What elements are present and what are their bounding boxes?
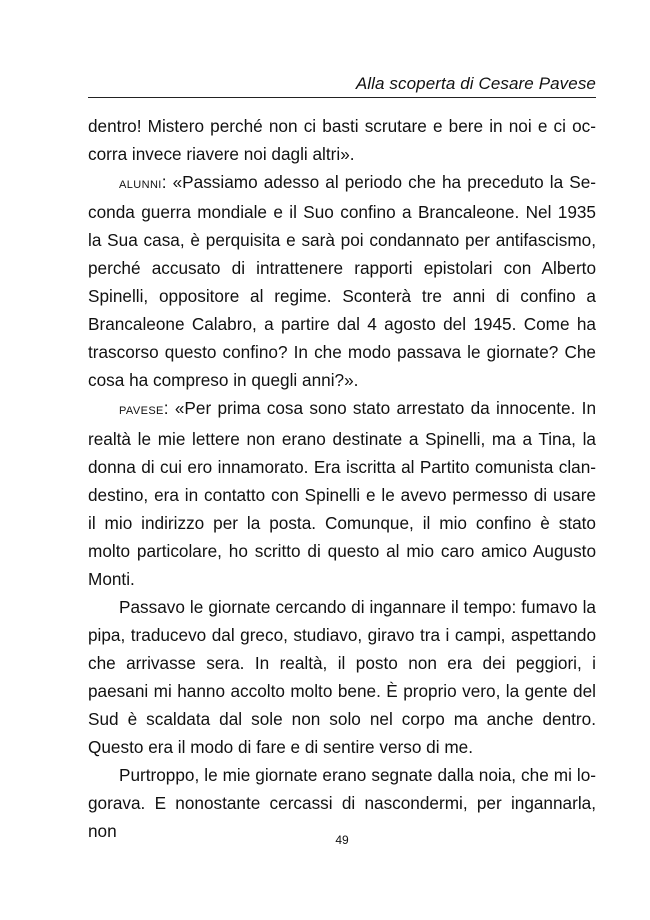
paragraph-text: dentro! Mistero perché non ci basti scrutare e bere in noi e ci occorra invece riavere noi dagli altri».: [88, 116, 596, 165]
paragraph-text: Purtroppo, le mie giornate erano segnate dalla noia, che mi logorava. E nonostante cercassi di nascondermi, per ingannarla, non: [88, 765, 596, 842]
paragraph-continuation: [88, 112, 596, 168]
paragraph-pavese: [88, 394, 596, 592]
paragraph-alunni: [88, 168, 596, 394]
paragraph-text: : «Per prima cosa sono stato arrestato da innocente. In realtà le mie lettere non erano destinate a Spinelli, ma a Tina, la donna di cui ero innamorato. Era iscritta al Partito comunista clandestino, era in contatto con Spinelli e le avevo permesso di usare il mio indirizzo per la posta. Comunque, il mio confino è stato molto particolare, ho scritto di questo al mio caro amico Augusto Monti.: [88, 398, 596, 589]
speaker-label: alunni: [119, 175, 162, 193]
paragraph-text: : «Passiamo adesso al periodo che ha preceduto la Seconda guerra mondiale e il Suo confino a Brancaleone. Nel 1935 la Sua casa, è perquisita e sarà poi condannato per antifascismo, perché accusato di intrattenere rapporti epistolari con Alberto Spinelli, oppositore al regime. Sconterà tre anni di confino a Brancaleone Calabro, a partire dal 4 agosto del 1945. Come ha trascorso questo confino? In che modo passava le giornate? Che cosa ha compreso in quegli anni?».: [88, 172, 596, 391]
header-rule: [88, 97, 596, 98]
book-page: [88, 0, 596, 920]
speaker-label: pavese: [119, 401, 164, 419]
paragraph-text: Passavo le giornate cercando di ingannare il tempo: fumavo la pipa, traducevo dal greco, studiavo, giravo tra i campi, aspettando che arrivasse sera. In realtà, il posto non era dei peggiori, i paesani mi hanno accolto molto bene. È proprio vero, la gente del Sud è scaldata dal sole non solo nel corpo ma anche dentro. Questo era il modo di fare e di sentire verso di me.: [88, 596, 596, 758]
paragraph: [88, 593, 596, 761]
body-text: [88, 112, 596, 845]
page-number: 49: [335, 833, 349, 847]
running-header: Alla scoperta di Cesare Pavese: [355, 74, 596, 93]
